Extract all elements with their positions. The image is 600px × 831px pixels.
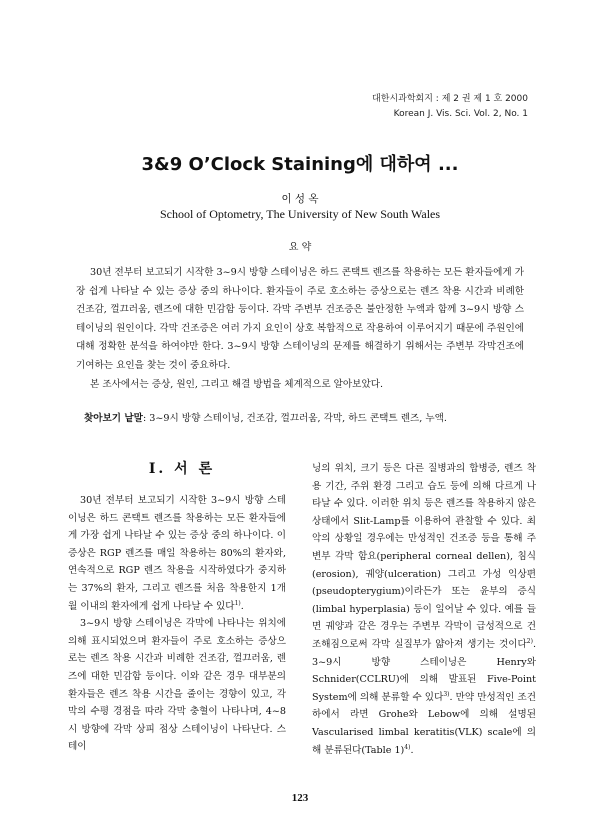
abstract-heading: 요 약: [288, 242, 312, 253]
section-heading: I. 서 론: [148, 461, 216, 477]
citation-ref: 2): [526, 637, 533, 645]
body-text: 닝의 위치, 크기 등은 다른 질병과의 합병증, 렌즈 착용 기간, 주위 환경 그리고 습도 등에 의해 다르게 나타날 수 있다. 이러한 위치 등은 렌즈를 착용하지 않은 상태에서 Slit-Lamp를 이용하여 관찰할 수 있다. 최악의 상황일 경우에는 만성적인 건조증 등을 통해 주변부 각막 함요(peripheral corneal dellen), 침식(erosion), 궤양(ulceration) 그리고 가성 익상편(pseudopterygium)이라든가 또는 윤부의 증식(limbal hyperplasia) 등이 일어날 수 있다. 예를 들면 궤양과 같은 경우는 주변부 각막이 급성적으로 건조해짐으로써 각막 실질부가 얇아져 생기는 것이다: [312, 463, 536, 650]
body-text: .: [410, 744, 414, 756]
journal-name-korean: 대한시과학회지 : 제 2 권 제 1 호 2000: [372, 94, 528, 104]
author-name: 이 성 옥: [281, 193, 319, 205]
body-paragraph: [68, 615, 286, 756]
abstract-paragraph: 30년 전부터 보고되기 시작한 3~9시 방향 스테이닝은 하드 콘택트 렌즈를 착용하는 모든 환자들에게 가장 쉽게 나타날 수 있는 증상 중의 하나이다. 환자들이 주로 호소하는 증상으로는 렌즈 착용 시간과 비례한 건조감, 껄끄러움, 렌즈에 대한 민감함 등이다. 각막 주변부 건조증은 불안정한 누액과 함께 3~9시 방향 스테이닝의 원인이다. 각막 건조증은 여러 가지 요인이 상호 복합적으로 작용하여 이루어지기 때문에 주원인에 대해 정확한 분석을 하여야만 한다. 3~9시 방향 스테이닝의 문제를 해결하기 위해서는 주변부 각막건조에 기여하는 요인을 찾는 것이 중요하다.: [76, 267, 524, 371]
keywords-text: : 3~9시 방향 스테이닝, 건조감, 껄끄러움, 각막, 하드 콘택트 렌즈, 누액.: [142, 413, 447, 424]
body-text: . 만약 만성적인 조건하에서 라면 Grohe와 Lebow에 의해 설명된 Vascularised limbal keratitis(VLK) scale에 의해 분류된다(Table 1): [312, 691, 536, 756]
citation-ref: 1): [234, 599, 241, 607]
page-number: 123: [291, 792, 309, 804]
keywords-label: 찾아보기 낱말: [84, 413, 143, 424]
citation-ref: 3): [443, 690, 450, 698]
body-paragraph: [68, 492, 286, 615]
body-text: .: [240, 600, 244, 612]
author-affiliation: School of Optometry, The University of New South Wales: [159, 207, 441, 221]
body-text: . 3~9시 방향 스테이닝은 Henry와 Schnider(CCLRU)에 의해 발표된 Five-Point System에 의해 분류할 수 있다: [312, 638, 536, 703]
paper-title: 3&9 O’Clock Staining에 대하여 ...: [141, 154, 459, 175]
body-text: 30년 전부터 보고되기 시작한 3~9시 방향 스테이닝은 하드 콘택트 렌즈를 착용하는 모든 환자들에게 가장 쉽게 나타날 수 있는 증상 중의 하나이다. 이 증상은 RGP 렌즈를 매일 착용하는 80%의 환자와, 연속적으로 RGP 렌즈 착용을 시작하였다가 중지하는 37%의 환자, 그리고 렌즈를 처음 착용한지 1개월 이내의 환자에게 쉽게 나타날 수 있다: [68, 495, 286, 612]
body-text: 3~9시 방향 스테이닝은 각막에 나타나는 위치에 의해 표시되었으며 환자들이 주로 호소하는 증상으로는 렌즈 착용 시간과 비례한 건조감, 껄끄러움, 렌즈에 대한 민감함 등이다. 이와 같은 경우 대부분의 환자들은 렌즈 착용 시간을 줄이는 경향이 있고, 각막의 수평 경점을 따라 각막 충혈이 나타나며, 4~8시 방향에 각막 상피 점상 스테이닝이 나타난다. 스테이: [68, 618, 286, 753]
body-column-left: [68, 492, 286, 756]
abstract: [76, 264, 524, 394]
keywords: [84, 410, 600, 428]
citation-ref: 4): [404, 743, 411, 751]
body-paragraph: [312, 460, 536, 759]
journal-header: [372, 92, 528, 122]
abstract-paragraph: 본 조사에서는 증상, 원인, 그리고 해결 방법을 체계적으로 알아보았다.: [90, 378, 384, 390]
journal-name-english: Korean J. Vis. Sci. Vol. 2, No. 1: [393, 109, 528, 119]
body-column-right: [312, 460, 536, 759]
